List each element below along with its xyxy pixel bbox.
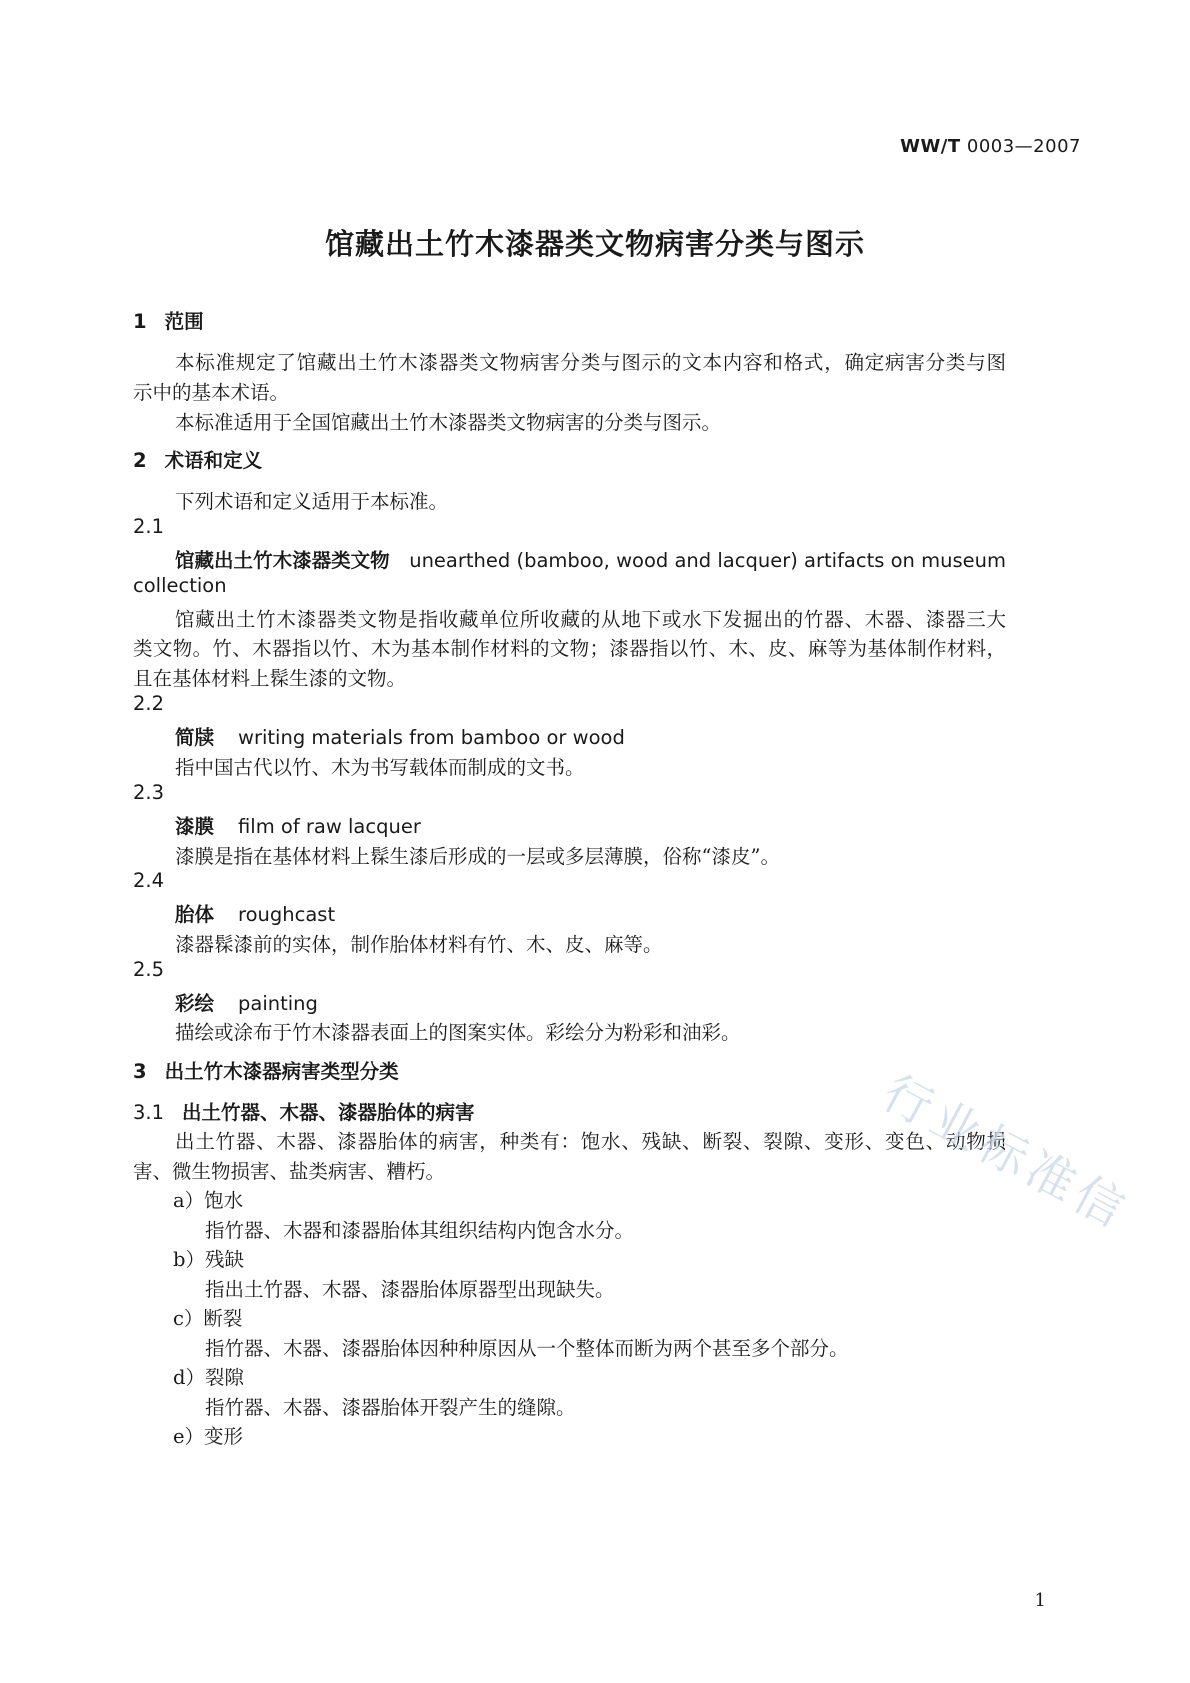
- standard-code: WW/T 0003—2007: [900, 136, 1081, 157]
- term-2-3-title: 漆膜 film of raw lacquer: [175, 815, 421, 838]
- term-2-1-title: 馆藏出土竹木漆器类文物 unearthed (bamboo, wood and lacquer) artifacts on museum: [175, 549, 1006, 572]
- section-1-para-2: 本标准适用于全国馆藏出土竹木漆器类文物病害的分类与图示。: [175, 411, 722, 434]
- section-1-para-1b: 示中的基本术语。: [133, 381, 290, 404]
- term-2-1-def-3: 且在基体材料上髹生漆的文物。: [133, 667, 407, 690]
- list-item-c-desc: 指竹器、木器、漆器胎体因种种原因从一个整体而断为两个甚至多个部分。: [205, 1337, 849, 1360]
- term-2-3-number: 2.3: [133, 781, 165, 804]
- page-number: 1: [1034, 1590, 1046, 1611]
- list-item-d-desc: 指竹器、木器、漆器胎体开裂产生的缝隙。: [205, 1396, 576, 1419]
- term-2-1-def-2: 类文物。竹、木器指以竹、木为基本制作材料的文物；漆器指以竹、木、皮、麻等为基体制作材料，: [133, 637, 1006, 660]
- list-item-b-label: b）残缺: [173, 1248, 244, 1271]
- term-2-4-title: 胎体 roughcast: [175, 903, 336, 926]
- term-2-3-def: 漆膜是指在基体材料上髹生漆后形成的一层或多层薄膜，俗称“漆皮”。: [175, 845, 780, 868]
- section-3-1-para-2: 害、微生物损害、盐类病害、糟朽。: [133, 1160, 446, 1183]
- term-2-5-title: 彩绘 painting: [175, 992, 318, 1015]
- term-2-2-title: 简牍 writing materials from bamboo or wood: [175, 726, 625, 749]
- section-2-intro: 下列术语和定义适用于本标准。: [175, 490, 449, 513]
- term-2-2-number: 2.2: [133, 692, 165, 715]
- list-item-a-desc: 指竹器、木器和漆器胎体其组织结构内饱含水分。: [205, 1219, 635, 1242]
- term-2-1-def-1: 馆藏出土竹木漆器类文物是指收藏单位所收藏的从地下或水下发掘出的竹器、木器、漆器三大: [175, 608, 1006, 631]
- term-2-4-number: 2.4: [133, 869, 165, 892]
- section-2-heading: 2 术语和定义: [133, 449, 263, 472]
- section-1-heading: 1 范围: [133, 310, 204, 333]
- document-title: 馆藏出土竹木漆器类文物病害分类与图示: [324, 227, 865, 261]
- term-2-5-number: 2.5: [133, 958, 165, 981]
- list-item-a-label: a）饱水: [173, 1189, 244, 1212]
- term-2-4-def: 漆器髹漆前的实体，制作胎体材料有竹、木、皮、麻等。: [175, 933, 663, 956]
- section-3-heading: 3 出土竹木漆器病害类型分类: [133, 1060, 399, 1083]
- term-2-2-def: 指中国古代以竹、木为书写载体而制成的文书。: [175, 756, 585, 779]
- section-3-1-heading: 3.1 出土竹器、木器、漆器胎体的病害: [133, 1101, 475, 1124]
- list-item-d-label: d）裂隙: [173, 1366, 244, 1389]
- list-item-c-label: c）断裂: [173, 1307, 243, 1330]
- section-3-1-para-1: 出土竹器、木器、漆器胎体的病害，种类有：饱水、残缺、断裂、裂隙、变形、变色、动物损: [175, 1130, 1006, 1153]
- section-1-para-1a: 本标准规定了馆藏出土竹木漆器类文物病害分类与图示的文本内容和格式，确定病害分类与图: [175, 351, 1006, 374]
- term-2-5-def: 描绘或涂布于竹木漆器表面上的图案实体。彩绘分为粉彩和油彩。: [175, 1021, 741, 1044]
- watermark: 行业标准信: [873, 1064, 1139, 1241]
- list-item-b-desc: 指出土竹器、木器、漆器胎体原器型出现缺失。: [205, 1278, 615, 1301]
- term-2-1-number: 2.1: [133, 515, 165, 538]
- list-item-e-label: e）变形: [173, 1425, 244, 1448]
- term-2-1-title-cont: collection: [133, 574, 227, 597]
